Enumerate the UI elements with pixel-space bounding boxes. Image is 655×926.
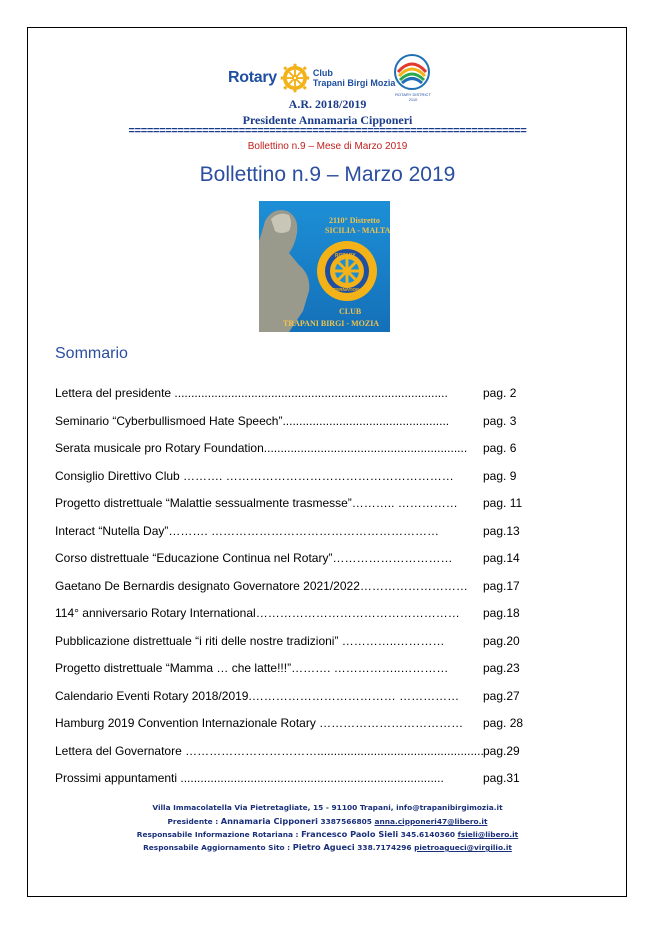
rotary-wheel-icon bbox=[280, 63, 310, 93]
toc-page: pag.20 bbox=[483, 633, 520, 648]
toc-heading: Sommario bbox=[55, 345, 128, 362]
toc-row[interactable] bbox=[55, 606, 595, 622]
toc-page: pag.31 bbox=[483, 771, 520, 785]
toc-page: pag.18 bbox=[483, 606, 520, 620]
cover-district-text: 2110° Distretto bbox=[329, 216, 380, 225]
toc-label: Interact “Nutella Day”………. ………………………………………………… bbox=[55, 523, 440, 538]
cover-wheel-top-text: ROTARY bbox=[335, 253, 356, 259]
toc-row[interactable] bbox=[55, 744, 595, 760]
club-name: Club Trapani Birgi Mozia bbox=[312, 68, 396, 88]
toc-page: pag. 28 bbox=[483, 716, 524, 730]
toc-label: Progetto distrettuale “Malattie sessualmente trasmesse”……….. …………… bbox=[55, 496, 458, 510]
toc-page: pag. 9 bbox=[483, 468, 517, 483]
toc-label: 114° anniversario Rotary International…………………………………………… bbox=[55, 606, 460, 620]
toc-row[interactable] bbox=[55, 579, 595, 595]
toc-page: pag. 2 bbox=[483, 386, 517, 400]
toc-label: Lettera del Governatore …………………………….................................................. bbox=[55, 743, 484, 758]
toc-label: Gaetano De Bernardis designato Governatore 2021/2022……………………… bbox=[55, 578, 468, 593]
toc-label: Corso distrettuale “Educazione Continua nel Rotary”………………………… bbox=[55, 551, 453, 565]
site-email-link[interactable]: pietroagueci@virgilio.it bbox=[414, 843, 512, 852]
toc-label: Hamburg 2019 Convention Internazionale Rotary ……………………………… bbox=[55, 716, 464, 730]
footer-president: Presidente : Annamaria Cipponeri 3387566805 anna.cipponeri47@libero.it bbox=[167, 816, 488, 826]
toc-label: Serata musicale pro Rotary Foundation............................................................. bbox=[55, 441, 468, 455]
toc-label: Seminario “Cyberbullismoed Hate Speech”.................................................. bbox=[55, 413, 450, 428]
rotary-year: A.R. 2018/2019 bbox=[288, 97, 367, 111]
toc-page: pag.14 bbox=[483, 551, 520, 565]
toc-page: pag.17 bbox=[483, 578, 520, 593]
toc-row[interactable] bbox=[55, 414, 595, 430]
rotary-club-logo bbox=[228, 60, 395, 96]
cover-image bbox=[259, 201, 390, 332]
district-caption: ROTARY DISTRICT 2110 bbox=[395, 92, 431, 102]
cover-club-text: CLUB bbox=[339, 307, 362, 316]
toc-label: Calendario Eventi Rotary 2018/2019.……………………………… …………… bbox=[55, 688, 460, 703]
toc-label: Pubblicazione distrettuale “i riti delle nostre tradizioni” …………..………… bbox=[55, 633, 445, 648]
toc-label: Consiglio Direttivo Club ………. ………………………………………………… bbox=[55, 468, 454, 483]
toc-page: pag. 6 bbox=[483, 441, 517, 455]
toc-row[interactable] bbox=[55, 496, 595, 512]
page-border bbox=[27, 27, 627, 897]
toc-row[interactable] bbox=[55, 716, 595, 732]
toc-page: pag.13 bbox=[483, 523, 520, 538]
info-email-link[interactable]: fsieli@libero.it bbox=[457, 830, 519, 839]
cover-club-name-text: TRAPANI BIRGI - MOZIA bbox=[283, 319, 380, 328]
cover-region-text: SICILIA - MALTA bbox=[325, 226, 390, 235]
rotary-wordmark: Rotary bbox=[228, 69, 277, 86]
toc-row[interactable] bbox=[55, 634, 595, 650]
separator-rule: ================================================================= bbox=[128, 125, 527, 137]
president-email-link[interactable]: anna.cipponeri47@libero.it bbox=[374, 817, 488, 826]
toc-row[interactable] bbox=[55, 661, 595, 677]
toc-row[interactable] bbox=[55, 469, 595, 485]
page-title: Bollettino n.9 – Marzo 2019 bbox=[199, 163, 456, 186]
toc-page: pag.27 bbox=[483, 688, 520, 703]
toc-page: pag.23 bbox=[483, 661, 520, 675]
cover-rotary-wheel-icon bbox=[317, 241, 377, 301]
footer-address: Villa Immacolatella Via Pietretagliate, 15 - 91100 Trapani, info@trapanibirgimozia.it bbox=[152, 803, 503, 812]
toc-row[interactable] bbox=[55, 386, 595, 402]
footer-site-manager: Responsabile Aggiornamento Sito : Pietro Agueci 338.7174296 pietroagueci@virgilio.it bbox=[143, 842, 512, 852]
footer-info-manager: Responsabile Informazione Rotariana : Francesco Paolo Sieli 345.6140360 fsieli@libero.it bbox=[136, 829, 519, 839]
toc-page: pag. 11 bbox=[483, 496, 523, 510]
toc-page: pag.29 bbox=[483, 743, 520, 758]
toc-row[interactable] bbox=[55, 551, 595, 567]
toc-row[interactable] bbox=[55, 524, 595, 540]
toc-row[interactable] bbox=[55, 771, 595, 787]
president-heading: Presidente Annamaria Cipponeri bbox=[242, 113, 413, 127]
toc-row[interactable] bbox=[55, 689, 595, 705]
toc-label: Prossimi appuntamenti ............................................................................... bbox=[55, 771, 444, 785]
toc-page: pag. 3 bbox=[483, 413, 517, 428]
toc-label: Lettera del presidente .................................................................................. bbox=[55, 386, 448, 400]
cover-wheel-bottom-text: INTERNATIONAL bbox=[329, 287, 366, 292]
toc-label: Progetto distrettuale “Mamma … che latte!!!”………. ……………..………… bbox=[55, 661, 449, 675]
toc-row[interactable] bbox=[55, 441, 595, 457]
bulletin-subheading: Bollettino n.9 – Mese di Marzo 2019 bbox=[247, 141, 408, 152]
